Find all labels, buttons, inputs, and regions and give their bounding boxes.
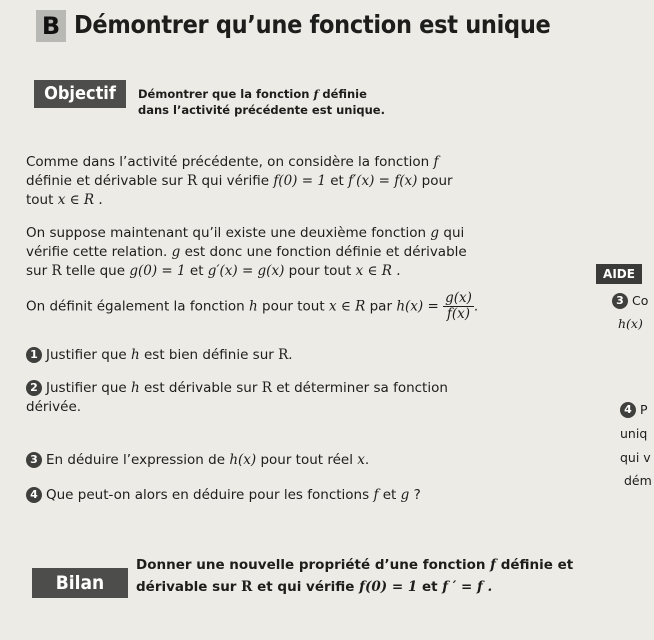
p2-x-in-R: x ∈ R . — [355, 263, 401, 279]
bilan-label: Bilan — [32, 568, 128, 598]
aside-number-3: 3 — [612, 293, 628, 309]
objectif-label: Objectif — [34, 80, 126, 108]
bilan-text — [136, 554, 646, 598]
p2-g: g — [430, 225, 440, 241]
p1-line1: Comme dans l’activité précédente, on considère la fonction — [26, 154, 430, 170]
objectif-text — [138, 86, 398, 118]
p1-tout: tout — [26, 192, 54, 208]
question-number-4: 4 — [26, 487, 42, 503]
bilan-R: R — [241, 579, 253, 595]
bilan-f0: f(0) = 1 — [359, 579, 418, 595]
objectif-line1: Démontrer que la fonction — [138, 87, 310, 101]
objectif-line2: dans l’activité précédente est unique. — [138, 103, 385, 117]
paragraph-2 — [26, 224, 467, 281]
p2-line2b: est donc une fonction définie et dérivable — [184, 244, 467, 260]
aside-item-3 — [612, 293, 648, 309]
q3-text-b: pour tout réel — [260, 452, 353, 468]
aside-word-3: dém — [624, 473, 652, 488]
p2-qui: qui — [443, 225, 465, 241]
bilan-line1a: Donner une nouvelle propriété d’une fonction — [136, 557, 486, 573]
p3-period: . — [473, 298, 479, 315]
p1-x-in-R: x ∈ R . — [57, 192, 103, 208]
bilan-f: f — [490, 557, 496, 573]
paragraph-1 — [26, 153, 453, 210]
question-number-2: 2 — [26, 380, 42, 396]
bilan-fprime: f ′ = f . — [442, 579, 493, 595]
p3-h: h — [249, 298, 258, 315]
p2-et: et — [189, 263, 204, 279]
section-letter-badge: B — [36, 10, 66, 42]
p2-sur: sur — [26, 263, 48, 279]
p2-line2a: vérifie cette relation. — [26, 244, 168, 260]
q4-f: f — [373, 487, 379, 503]
p3-denominator: f(x) — [446, 306, 471, 322]
q4-qmark: ? — [413, 487, 421, 503]
bilan-et: et — [421, 579, 438, 595]
q2-text-a: Justifier que — [46, 380, 127, 396]
aside-item-3-text: Co — [632, 293, 649, 308]
q2-line2: dérivée. — [26, 399, 82, 415]
question-number-1: 1 — [26, 347, 42, 363]
q3-period: . — [364, 452, 370, 468]
question-number-3: 3 — [26, 452, 42, 468]
q3-hx: h(x) — [229, 452, 257, 468]
question-4 — [26, 486, 421, 505]
q4-et: et — [382, 487, 397, 503]
bilan-line2a: dérivable sur — [136, 579, 237, 595]
q1-h: h — [131, 347, 140, 363]
p3-par: par — [369, 298, 393, 315]
q1-text-a: Justifier que — [46, 347, 127, 363]
p3-x-in-R: x ∈ R — [328, 298, 366, 315]
section-title: Démontrer qu’une fonction est unique — [74, 10, 551, 39]
q1-period: . — [288, 347, 293, 363]
question-3 — [26, 451, 369, 470]
p1-f0: f(0) = 1 — [273, 173, 326, 189]
objectif-f: f — [313, 87, 319, 101]
q1-text-b: est bien définie sur — [144, 347, 274, 363]
p3-fraction — [443, 291, 474, 322]
question-2 — [26, 379, 448, 417]
p2-telle-que: telle que — [65, 263, 126, 279]
p1-fprime: f′(x) = f(x) — [348, 173, 418, 189]
aside-item-4-text: P — [640, 402, 648, 417]
p3-numerator: g(x) — [445, 290, 472, 306]
aside-word-2: qui v — [620, 450, 651, 465]
bilan-line2b: et qui vérifie — [257, 579, 355, 595]
p1-et: et — [330, 173, 344, 189]
aside-item-4 — [620, 402, 648, 418]
p1-pour: pour — [421, 173, 453, 189]
p1-f: f — [433, 154, 439, 170]
aide-badge: AIDE — [596, 264, 642, 284]
p3-hx: h(x) = — [396, 298, 439, 315]
q1-R: R — [278, 347, 289, 363]
bilan-line1b: définie et — [500, 557, 574, 573]
q3-text-a: En déduire l’expression de — [46, 452, 226, 468]
aside-number-4: 4 — [620, 402, 636, 418]
p1-R: R — [186, 173, 198, 189]
q2-text-c: et déterminer sa fonction — [276, 380, 448, 396]
question-1 — [26, 346, 293, 365]
p1-line2b: qui vérifie — [201, 173, 270, 189]
aside-word-1: uniq — [620, 426, 648, 441]
objectif-line1b: définie — [322, 87, 367, 101]
p2-R: R — [51, 263, 62, 279]
p2-g2: g — [171, 244, 181, 260]
p2-line1: On suppose maintenant qu’il existe une deuxième fonction — [26, 225, 427, 241]
p1-line2a: définie et dérivable sur — [26, 173, 183, 189]
p2-gprime: g′(x) = g(x) — [207, 263, 285, 279]
paragraph-3 — [26, 291, 478, 322]
aside-hx: h(x) — [618, 316, 643, 331]
q4-text-a: Que peut-on alors en déduire pour les fonctions — [46, 487, 370, 503]
p3-text-a: On définit également la fonction — [26, 298, 245, 315]
q2-text-b: est dérivable sur — [144, 380, 258, 396]
q2-h: h — [131, 380, 140, 396]
q2-R: R — [261, 380, 272, 396]
q4-g: g — [400, 487, 410, 503]
p2-g0: g(0) = 1 — [129, 263, 186, 279]
p3-text-b: pour tout — [262, 298, 325, 315]
q3-x: x — [357, 452, 365, 468]
p2-pour-tout: pour tout — [288, 263, 352, 279]
